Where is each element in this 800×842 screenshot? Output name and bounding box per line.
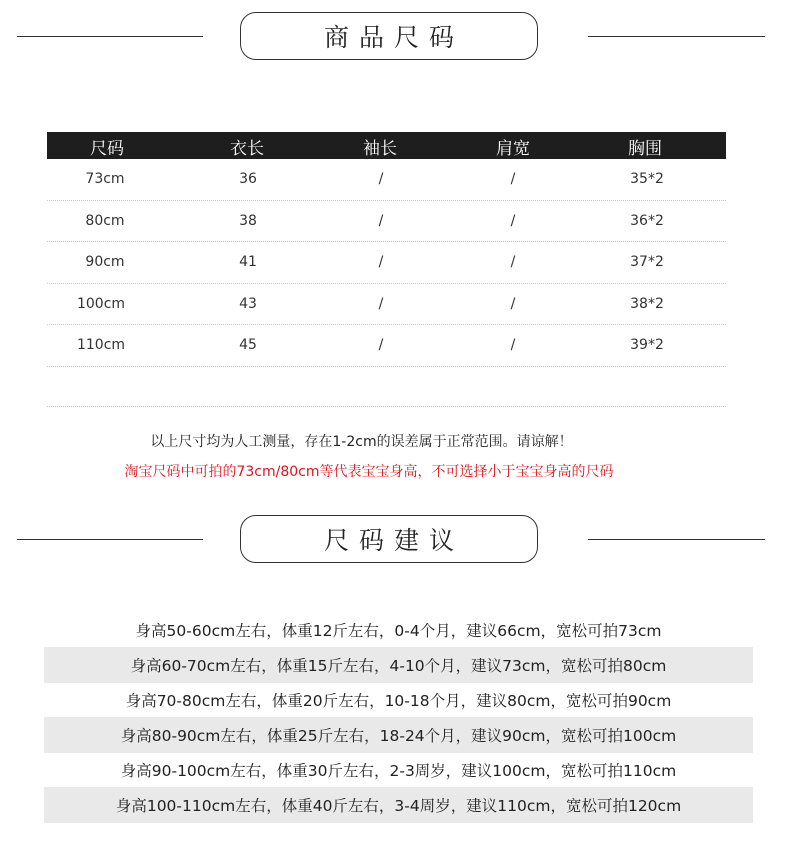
header-size: 尺码 [90,139,124,159]
divider-line-left [17,539,203,540]
cell-chest: 39*2 [630,337,664,353]
table-row [47,284,726,326]
cell-sleeve: / [378,254,384,270]
cell-shoulder: / [510,337,516,353]
table-empty-row [47,367,726,407]
section-header-advice [0,505,800,555]
cell-length: 43 [239,295,257,312]
table-header [47,132,726,159]
advice-item: 身高70-80cm左右，体重20斤左右，10-18个月，建议80cm，宽松可拍90cm [125,692,672,710]
header-sleeve: 袖长 [363,139,397,159]
table-row [47,159,726,201]
section-header-size [0,2,800,52]
cell-length: 38 [239,212,257,229]
cell-size: 100cm [76,295,126,312]
advice-item: 身高80-90cm左右，体重25斤左右，18-24个月，建议90cm，宽松可拍100cm [44,717,753,753]
cell-length: 41 [239,254,257,270]
cell-length: 36 [239,171,257,187]
advice-item: 身高50-60cm左右，体重12斤左右，0-4个月，建议66cm，宽松可拍73cm [135,622,662,640]
cell-shoulder: / [510,212,516,229]
table-row [47,201,726,243]
header-shoulder: 肩宽 [496,139,530,159]
cell-size: 90cm [85,254,125,270]
size-advice-list [44,612,753,822]
cell-size: 73cm [85,171,125,187]
cell-chest: 38*2 [630,295,664,312]
divider-line-right [588,36,765,37]
advice-item: 身高90-100cm左右，体重30斤左右，2-3周岁，建议100cm，宽松可拍110cm [120,762,677,780]
cell-shoulder: / [510,254,516,270]
cell-length: 45 [239,337,257,353]
size-warning-note: 淘宝尺码中可拍的73cm/80cm等代表宝宝身高，不可选择小于宝宝身高的尺码 [124,464,614,480]
cell-chest: 37*2 [630,254,664,270]
size-table [47,132,726,407]
cell-shoulder: / [510,295,516,312]
section-title-size: 商品尺码 [240,12,538,60]
cell-size: 110cm [76,337,126,353]
cell-sleeve: / [378,212,384,229]
cell-sleeve: / [378,337,384,353]
cell-chest: 36*2 [630,212,664,229]
measurement-note: 以上尺寸均为人工测量，存在1-2cm的误差属于正常范围。请谅解！ [150,434,573,450]
table-row [47,242,726,284]
cell-size: 80cm [85,212,125,229]
divider-line-left [17,36,203,37]
advice-item: 身高60-70cm左右，体重15斤左右，4-10个月，建议73cm，宽松可拍80cm [44,647,753,683]
cell-chest: 35*2 [630,171,664,187]
section-title-advice: 尺码建议 [240,515,538,563]
table-row [47,325,726,367]
cell-sleeve: / [378,295,384,312]
header-length: 衣长 [230,139,264,159]
header-chest: 胸围 [628,139,662,159]
advice-item: 身高100-110cm左右，体重40斤左右，3-4周岁，建议110cm，宽松可拍120cm [44,787,753,823]
divider-line-right [588,539,765,540]
cell-shoulder: / [510,171,516,187]
cell-sleeve: / [378,171,384,187]
